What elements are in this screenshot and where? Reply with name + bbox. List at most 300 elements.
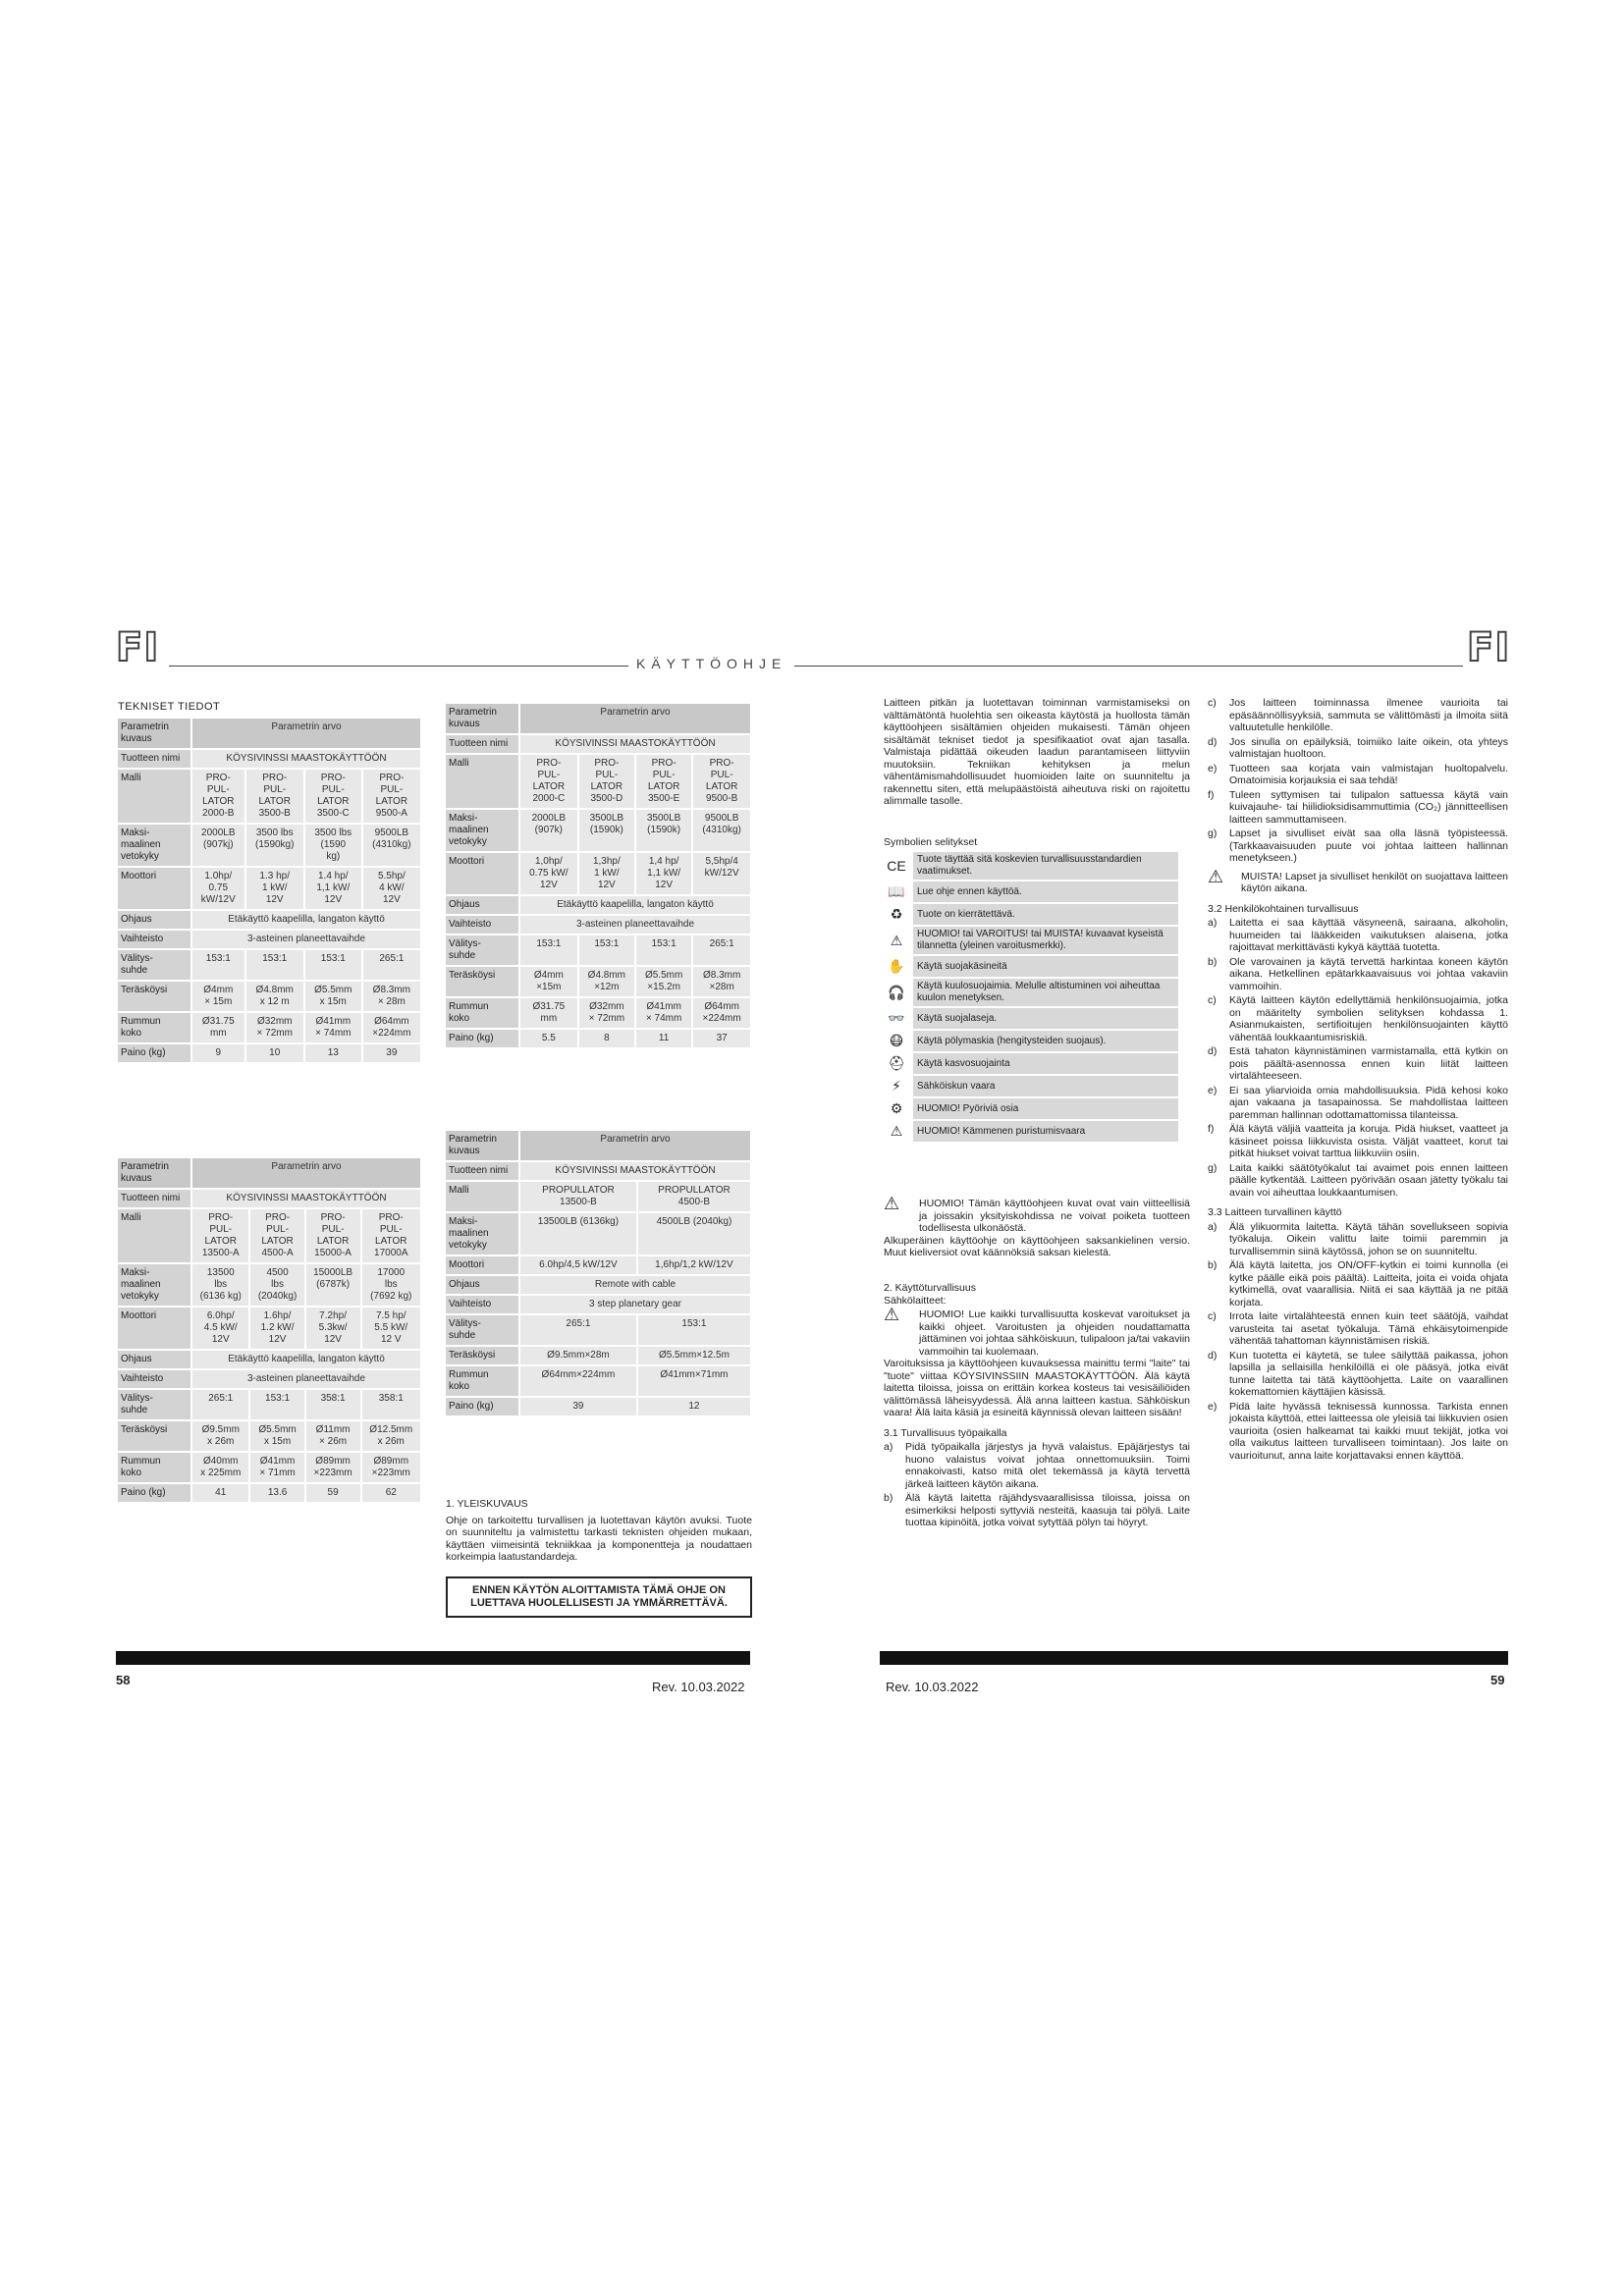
warning-icon: ⚠ bbox=[1208, 866, 1224, 886]
table-row bbox=[446, 1276, 750, 1294]
cell-value: 153:1 bbox=[305, 950, 361, 980]
symbol-description: HUOMIO! tai VAROITUS! tai MUISTA! kuvaavat kyseistä tilannetta (yleinen varoitusmerkki). bbox=[913, 927, 1178, 954]
symbol-row bbox=[880, 1053, 1178, 1074]
safety-text: Varoituksissa ja käyttöohjeen kuvauksessa mainittu termi "laite" tai "tuote" viittaa KÖYSIVINSSIIN MAASTOKÄYTTÖÖN. Älä käytä laitetta tiloissa, joissa on erittäin korkea kosteus tai vesisäiliöiden välittömässä läheisyydessä. Älä anna laitteen kastua. Sähköiskun vaara! Älä laita käsiä ja esineitä käynnissä olevan laitteen sisään! bbox=[884, 1358, 1190, 1418]
cell-value: 153:1 bbox=[192, 950, 244, 980]
row-label: Tuotteen nimi bbox=[118, 750, 190, 768]
cell-value: 265:1 bbox=[363, 950, 420, 980]
huomio-note: HUOMIO! Tämän käyttöohjeen kuvat ovat vain viitteellisiä ja joissakin yksityiskohdissa ne voivat poiketa tuotteen todellisesta ulkonäöstä. bbox=[919, 1198, 1190, 1234]
cell-value: 7.5 hp/ 5.5 kW/ 12 V bbox=[362, 1308, 420, 1349]
cell-value: 9500LB (4310kg) bbox=[363, 825, 420, 866]
list-item-text: Pidä laite hyvässä teknisessä kunnossa. Tarkista ennen jokaista käyttöä, ettei laitteessa ole yleisiä tai liikkuvien osien vaurioita (osien halkeamat tai kaikki muut tekijät, jotka voi olla vaikutus laitteen turvalliseen toimintaan). Jos laite on vaurioitunut, anna laite korjattavaksi ennen käyttöä. bbox=[1229, 1400, 1508, 1462]
cell-value: PRO- PUL- LATOR 2000-C bbox=[520, 755, 577, 808]
cell-value: 1.6hp/ 1.2 kW/ 12V bbox=[250, 1308, 303, 1349]
list-item-marker: e) bbox=[1208, 1400, 1218, 1413]
table-row bbox=[118, 825, 420, 866]
cell-value: Ø4.8mm x 12 m bbox=[246, 982, 303, 1011]
symbol-row bbox=[880, 1076, 1178, 1096]
row-label: Teräsköysi bbox=[118, 1421, 190, 1451]
table-row bbox=[446, 967, 750, 996]
cell-value: Ø41mm × 74mm bbox=[636, 998, 691, 1028]
cell-value: Ø8.3mm ×28m bbox=[693, 967, 750, 996]
symbol-description: Käytä kuulosuojaimia. Melulle altistuminen voi aiheuttaa kuulon menetyksen. bbox=[913, 979, 1178, 1006]
row-label: Paino (kg) bbox=[446, 1030, 518, 1047]
table-row bbox=[446, 1162, 750, 1180]
cell-value: Ø64mm×224mm bbox=[520, 1366, 636, 1396]
row-label: Malli bbox=[446, 755, 518, 808]
table-row bbox=[118, 719, 420, 748]
cell-value: Parametrin arvo bbox=[520, 704, 750, 733]
read-manual-warning-box: ENNEN KÄYTÖN ALOITTAMISTA TÄMÄ OHJE ON LUETTAVA HUOLELLISESTI JA YMMÄRRETTÄVÄ. bbox=[446, 1576, 752, 1618]
muista-note: MUISTA! Lapset ja sivulliset henkilöt on suojattava laitteen käytön aikana. bbox=[1241, 870, 1508, 894]
ear-protection-icon: 🎧 bbox=[888, 984, 905, 1000]
table-row bbox=[118, 1308, 420, 1349]
symbols-title: Symbolien selitykset bbox=[884, 836, 978, 848]
cell-value: 4500LB (2040kg) bbox=[638, 1213, 750, 1255]
list-item bbox=[884, 1492, 1190, 1529]
cell-value: PRO- PUL- LATOR 2000-B bbox=[192, 770, 244, 823]
cell-value: 1,6hp/1,2 kW/12V bbox=[638, 1256, 750, 1274]
ce-mark-icon: CE bbox=[887, 858, 906, 874]
warning-icon: ⚠ bbox=[884, 1305, 900, 1324]
symbol-row bbox=[880, 979, 1178, 1006]
row-label: Vaihteisto bbox=[118, 1370, 190, 1388]
cell-value: 2000LB (907kj) bbox=[192, 825, 244, 866]
cell-value: 9500LB (4310kg) bbox=[693, 810, 750, 851]
list-item-text: Ei saa yliarvioida omia mahdollisuuksia. Pidä kehosi koko ajan vakaana ja tasapainossa. Se mahdollistaa laitteen paremman hallinnan odottamattomissa tilanteissa. bbox=[1229, 1084, 1508, 1121]
cell-value: 13500LB (6136kg) bbox=[520, 1213, 636, 1255]
row-label: Välitys- suhde bbox=[446, 935, 518, 965]
list-item-text: Pidä työpaikalla järjestys ja hyvä valaistus. Epäjärjestys tai huono valaistus voivat johtaa onnettomuuksiin. Toimi ennakoivasti, katso mitä olet tekemässä ja käytä tervettä järkeä laitteen käytön aikana. bbox=[905, 1441, 1190, 1490]
row-label: Tuotteen nimi bbox=[446, 1162, 518, 1180]
row-label: Moottori bbox=[446, 1256, 518, 1274]
cell-value: 153:1 bbox=[250, 1390, 303, 1419]
list-item-text: Kun tuotetta ei käytetä, se tulee säilyttää paikassa, johon lapsilla ja sellaisilla henkilöillä ei ole pääsyä, jotka eivät tunne laitetta tai tätä käyttöohjetta. Laite on vaarallinen kokemattomien käyttäjien käsissä. bbox=[1229, 1349, 1508, 1398]
row-label: Paino (kg) bbox=[118, 1044, 190, 1062]
list-item bbox=[1208, 1401, 1508, 1463]
list-item-text: Ole varovainen ja käytä tervettä harkintaa koneen käytön aikana. Hetkellinen epätarkkaavaisuus voi johtaa vakaviin vammoihin. bbox=[1229, 955, 1508, 992]
cell-value: 17000 lbs (7692 kg) bbox=[362, 1264, 420, 1306]
row-label: Ohjaus bbox=[118, 911, 190, 929]
cell-value: 6.0hp/ 4.5 kW/ 12V bbox=[192, 1308, 248, 1349]
row-label: Malli bbox=[118, 770, 190, 823]
cell-value: Ø41mm × 74mm bbox=[305, 1013, 361, 1042]
list-item-text: Tuleen syttymisen tai tulipalon sattuessa käytä vain kuivajauhe- tai hiilidioksidisammuttimia (CO₂) jännitteellisen laitteen sammuttamiseen. bbox=[1229, 788, 1508, 826]
cell-value: 12 bbox=[638, 1398, 750, 1415]
row-label: Ohjaus bbox=[446, 896, 518, 914]
cell-value: Ø89mm ×223mm bbox=[306, 1453, 360, 1482]
row-label: Välitys- suhde bbox=[118, 950, 190, 980]
list-item-marker: b) bbox=[1208, 1259, 1218, 1271]
symbol-row bbox=[880, 1031, 1178, 1051]
table-row bbox=[446, 1030, 750, 1047]
row-label: Rummun koko bbox=[446, 998, 518, 1028]
cell-value: 358:1 bbox=[362, 1390, 420, 1419]
list-item bbox=[1208, 736, 1508, 761]
spec-table-4 bbox=[444, 1129, 752, 1417]
cell-value: 1.0hp/ 0.75 kW/12V bbox=[192, 868, 244, 909]
list-item-text: Älä käytä laitetta räjähdysvaarallisissa tiloissa, joissa on esimerkiksi helposti syttyviä nesteitä, kaasuja tai pölyä. Laite tuottaa kipinöitä, jotka voivat sytyttää pölyn tai höyryt. bbox=[905, 1492, 1190, 1528]
cell-value: 1.4 hp/ 1,1 kW/ 12V bbox=[305, 868, 361, 909]
table-row bbox=[118, 868, 420, 909]
table-row bbox=[446, 1213, 750, 1255]
table-row bbox=[118, 1421, 420, 1451]
list-item-text: Älä ylikuormita laitetta. Käytä tähän sovellukseen sopivia työkaluja. Oikein valittu laite toimii paremmin ja turvallisemmin siinä käytössä, johon se on suunniteltu. bbox=[1229, 1220, 1508, 1257]
device-use-title: 3.3 Laitteen turvallinen käyttö bbox=[1208, 1206, 1342, 1218]
list-item-text: Jos sinulla on epäilyksiä, toimiiko laite oikein, ota yhteys valmistajan huoltoon. bbox=[1229, 735, 1508, 760]
cell-value: 3-asteinen planeettavaihde bbox=[192, 1370, 420, 1388]
list-item-marker: d) bbox=[1208, 1349, 1218, 1362]
cell-value: Ø4mm × 15m bbox=[192, 982, 244, 1011]
list-item bbox=[1208, 1350, 1508, 1399]
table-row bbox=[118, 770, 420, 823]
cell-value: Ø11mm × 26m bbox=[306, 1421, 360, 1451]
row-label: Vaihteisto bbox=[118, 931, 190, 948]
cell-value: 3500LB (1590k) bbox=[579, 810, 634, 851]
row-label: Rummun koko bbox=[118, 1453, 190, 1482]
table-row bbox=[446, 916, 750, 934]
table-row bbox=[446, 1315, 750, 1345]
list-item-text: Käytä laitteen käytön edellyttämiä henkilönsuojaimia, jotka on määritelty symbolien selityksen kohdassa 1. Asianmukaisten, sertifioitujen henkilönsuojainten käyttö vähentää loukkaantumisriskiä. bbox=[1229, 994, 1508, 1043]
symbol-row bbox=[880, 1121, 1178, 1142]
cell-value: 5.5 bbox=[520, 1030, 577, 1047]
symbol-description: Käytä pölymaskia (hengitysteiden suojaus). bbox=[913, 1031, 1178, 1051]
symbols-table bbox=[880, 850, 1178, 1144]
table-row bbox=[446, 1398, 750, 1415]
cell-value: Ø32mm × 72mm bbox=[579, 998, 634, 1028]
row-label: Moottori bbox=[118, 868, 190, 909]
workplace-title: 3.1 Turvallisuus työpaikalla bbox=[884, 1426, 1007, 1439]
cell-value: 3500LB (1590k) bbox=[636, 810, 691, 851]
table-row bbox=[118, 1190, 420, 1207]
cell-value: PRO- PUL- LATOR 4500-A bbox=[250, 1209, 303, 1262]
list-item bbox=[1208, 1221, 1508, 1258]
cell-value: Ø64mm ×224mm bbox=[363, 1013, 420, 1042]
general-description bbox=[446, 1498, 752, 1568]
symbol-row bbox=[880, 1008, 1178, 1029]
table-row bbox=[446, 998, 750, 1028]
cell-value: 4500 lbs (2040kg) bbox=[250, 1264, 303, 1306]
cell-value: 62 bbox=[362, 1484, 420, 1502]
manual-title: KÄYTTÖOHJE bbox=[628, 656, 794, 671]
cell-value: PRO- PUL- LATOR 3500-C bbox=[305, 770, 361, 823]
device-use-list bbox=[1208, 1221, 1508, 1463]
cell-value: Ø40mm x 225mm bbox=[192, 1453, 248, 1482]
cell-value: 3-asteinen planeettavaihde bbox=[520, 916, 750, 934]
language-badge-left: FI bbox=[116, 625, 160, 670]
row-label: Moottori bbox=[446, 853, 518, 894]
intro-text: Laitteen pitkän ja luotettavan toiminnan varmistamiseksi on välttämätöntä huolehtia sen oikeasta käytöstä ja huollosta tämän käyttöohjeen sisältämien ohjeiden mukaisesti. Tämän ohjeen sisältämät tekniset tiedot ja spesifikaatiot ovat ajan tasalla. Valmistaja pidättää oikeuden laadun parantamiseen liittyviin muutoksiin. Tekniikan kehityksen ja melun vähentämismahdollisuudet huomioiden laite on suunniteltu ja rakennettu siten, että melupäästöistä aiheutuva riski on rajoitettu alimmalle tasolle. bbox=[884, 697, 1190, 807]
cell-value: Ø5.5mm x 15m bbox=[250, 1421, 303, 1451]
row-label: Teräsköysi bbox=[446, 1347, 518, 1364]
symbol-row bbox=[880, 1098, 1178, 1119]
cell-value: Ø41mm × 71mm bbox=[250, 1453, 303, 1482]
cell-value: PRO- PUL- LATOR 17000A bbox=[362, 1209, 420, 1262]
cell-value: Etäkäyttö kaapelilla, langaton käyttö bbox=[192, 1351, 420, 1368]
cell-value: 1.3 hp/ 1 kW/ 12V bbox=[246, 868, 303, 909]
cell-value: Etäkäyttö kaapelilla, langaton käyttö bbox=[520, 896, 750, 914]
cell-value: PROPULLATOR 13500-B bbox=[520, 1182, 636, 1211]
row-label: Malli bbox=[446, 1182, 518, 1211]
gloves-icon: ✋ bbox=[888, 958, 905, 974]
list-item-text: Laitetta ei saa käyttää väsyneenä, sairaana, alkoholin, huumeiden tai lääkkeiden vaikutuksen alaisena, jotka rajoittavat merkittävästi kykyä käyttää tuotetta. bbox=[1229, 917, 1508, 953]
list-item-text: Tuotteen saa korjata vain valmistajan huoltopalvelu. Omatoimisia korjauksia ei saa tehdä! bbox=[1229, 762, 1508, 786]
cell-value: KÖYSIVINSSI MAASTOKÄYTTÖÖN bbox=[192, 1190, 420, 1207]
safety-subtitle: Sähkölaitteet: bbox=[884, 1294, 947, 1307]
cell-value: Ø4.8mm ×12m bbox=[579, 967, 634, 996]
list-item bbox=[1208, 1310, 1508, 1348]
cell-value: 1,0hp/ 0.75 kW/ 12V bbox=[520, 853, 577, 894]
row-label: Parametrin kuvaus bbox=[446, 1131, 518, 1160]
cell-value: 1,3hp/ 1 kW/ 12V bbox=[579, 853, 634, 894]
symbol-description: Käytä suojalaseja. bbox=[913, 1008, 1178, 1029]
cell-value: 358:1 bbox=[306, 1390, 360, 1419]
page-number-left: 58 bbox=[116, 1673, 131, 1687]
cell-value: 39 bbox=[363, 1044, 420, 1062]
cell-value: Ø5.5mm ×15.2m bbox=[636, 967, 691, 996]
list-item-marker: a) bbox=[1208, 917, 1218, 929]
row-label: Maksi- maalinen vetokyky bbox=[446, 810, 518, 851]
symbol-row bbox=[880, 881, 1178, 902]
list-item-marker: a) bbox=[1208, 1220, 1218, 1233]
safety-section bbox=[884, 1282, 1190, 1531]
cell-value: 265:1 bbox=[192, 1390, 248, 1419]
row-label: Moottori bbox=[118, 1308, 190, 1349]
list-item-text: Älä käytä laitetta, jos ON/OFF-kytkin ei toimi kunnolla (ei kytke päälle eikä pois päältä). Laitteita, joita ei voida ohjata kytkimellä, ovat vaarallisia. Niitä ei saa käyttää ja ne pitää korjata. bbox=[1229, 1259, 1508, 1308]
cell-value: 265:1 bbox=[520, 1315, 636, 1345]
list-item bbox=[1208, 1259, 1508, 1308]
list-item-text: Irrota laite virtalähteestä ennen kuin teet säätöjä, vaihdat varusteita tai asetat työkalujа. Tämä ehkäisytoimenpide vähentää tahattoman käynnistämisen riskiä. bbox=[1229, 1310, 1508, 1347]
list-item bbox=[1208, 1123, 1508, 1160]
notes-block bbox=[884, 1194, 1190, 1263]
list-item bbox=[1208, 789, 1508, 827]
cell-value: Parametrin arvo bbox=[192, 719, 420, 748]
table-row bbox=[446, 853, 750, 894]
crush-hazard-icon: ⚠ bbox=[890, 1123, 903, 1139]
list-item bbox=[1208, 956, 1508, 993]
device-faults-list bbox=[1208, 697, 1508, 865]
list-item-marker: d) bbox=[1208, 1045, 1218, 1057]
list-item bbox=[1208, 1085, 1508, 1122]
cell-value: Parametrin arvo bbox=[192, 1158, 420, 1188]
symbol-description: Lue ohje ennen käyttöä. bbox=[913, 881, 1178, 902]
spec-table-2 bbox=[116, 1156, 422, 1504]
list-item bbox=[884, 1441, 1190, 1490]
cell-value: Ø4mm ×15m bbox=[520, 967, 577, 996]
cell-value: 2000LB (907k) bbox=[520, 810, 577, 851]
table-row bbox=[118, 1370, 420, 1388]
row-label: Tuotteen nimi bbox=[446, 735, 518, 753]
recycle-icon: ♻ bbox=[890, 906, 903, 922]
cell-value: 5.5hp/ 4 kW/ 12V bbox=[363, 868, 420, 909]
cell-value: 3-asteinen planeettavaihde bbox=[192, 931, 420, 948]
row-label: Rummun koko bbox=[446, 1366, 518, 1396]
row-label: Teräsköysi bbox=[118, 982, 190, 1011]
table-row bbox=[446, 896, 750, 914]
table-row bbox=[118, 1044, 420, 1062]
general-title: 1. YLEISKUVAUS bbox=[446, 1498, 528, 1510]
table-row bbox=[118, 931, 420, 948]
list-item bbox=[1208, 1045, 1508, 1083]
language-badge-right: FI bbox=[1467, 625, 1511, 670]
symbol-description: Sähköiskun vaara bbox=[913, 1076, 1178, 1096]
right-column bbox=[1208, 697, 1508, 1464]
original-language-note: Alkuperäinen käyttöohje on käyttöohjeen saksankielinen versio. Muut kieliversiot ovat käännöksiä saksan kielestä. bbox=[884, 1234, 1190, 1258]
cell-value: 3500 lbs (1590 kg) bbox=[305, 825, 361, 866]
section-title-technical-data: TEKNISET TIEDOT bbox=[118, 701, 221, 713]
table-row bbox=[446, 1256, 750, 1274]
row-label: Teräsköysi bbox=[446, 967, 518, 996]
cell-value: PRO- PUL- LATOR 9500-B bbox=[693, 755, 750, 808]
table-row bbox=[118, 950, 420, 980]
cell-value: Ø9.5mm x 26m bbox=[192, 1421, 248, 1451]
table-row bbox=[446, 735, 750, 753]
read-manual-icon: 📖 bbox=[888, 883, 905, 899]
list-item-marker: d) bbox=[1208, 735, 1218, 748]
workplace-list bbox=[884, 1441, 1190, 1529]
general-text: Ohje on tarkoitettu turvallisen ja luotettavan käytön avuksi. Tuote on suunniteltu ja valmistettu tarkasti teknisten ohjeiden mukaan, käyttäen viimeisintä tekniikkaa ja komponentteja ja noudattaen korkeimpia laatustandardeja. bbox=[446, 1514, 752, 1563]
cell-value: Etäkäyttö kaapelilla, langaton käyttö bbox=[192, 911, 420, 929]
list-item-marker: b) bbox=[884, 1492, 893, 1504]
list-item bbox=[1208, 763, 1508, 787]
table-row bbox=[118, 1209, 420, 1262]
cell-value: Remote with cable bbox=[520, 1276, 750, 1294]
spec-table-3 bbox=[444, 702, 752, 1049]
list-item-marker: a) bbox=[884, 1441, 893, 1453]
table-row bbox=[446, 1366, 750, 1396]
cell-value: Ø5.5mm×12.5m bbox=[638, 1347, 750, 1364]
cell-value: Ø31.75 mm bbox=[192, 1013, 244, 1042]
goggles-icon: 👓 bbox=[888, 1010, 905, 1026]
symbol-description: Käytä kasvosuojainta bbox=[913, 1053, 1178, 1074]
table-row bbox=[446, 1182, 750, 1211]
symbol-row bbox=[880, 852, 1178, 880]
symbol-row bbox=[880, 956, 1178, 977]
table-row bbox=[118, 1390, 420, 1419]
row-label: Parametrin kuvaus bbox=[446, 704, 518, 733]
table-row bbox=[118, 1484, 420, 1502]
table-row bbox=[446, 810, 750, 851]
row-label: Rummun koko bbox=[118, 1013, 190, 1042]
cell-value: 59 bbox=[306, 1484, 360, 1502]
cell-value: 265:1 bbox=[693, 935, 750, 965]
cell-value: PRO- PUL- LATOR 3500-E bbox=[636, 755, 691, 808]
cell-value: PROPULLATOR 4500-B bbox=[638, 1182, 750, 1211]
cell-value: 3 step planetary gear bbox=[520, 1296, 750, 1313]
cell-value: Ø32mm × 72mm bbox=[246, 1013, 303, 1042]
row-label: Tuotteen nimi bbox=[118, 1190, 190, 1207]
row-label: Maksi- maalinen vetokyky bbox=[118, 1264, 190, 1306]
page-number-right: 59 bbox=[1490, 1673, 1505, 1687]
cell-value: PRO- PUL- LATOR 15000-A bbox=[306, 1209, 360, 1262]
list-item-marker: g) bbox=[1208, 828, 1218, 839]
cell-value: Ø8.3mm × 28m bbox=[363, 982, 420, 1011]
table-row bbox=[118, 1351, 420, 1368]
symbol-description: Tuote täyttää sitä koskevien turvallisuusstandardien vaatimukset. bbox=[913, 852, 1178, 880]
row-label: Vaihteisto bbox=[446, 916, 518, 934]
cell-value: Ø64mm ×224mm bbox=[693, 998, 750, 1028]
table-row bbox=[446, 704, 750, 733]
list-item bbox=[1208, 917, 1508, 954]
list-item-marker: g) bbox=[1208, 1161, 1218, 1174]
cell-value: Ø41mm×71mm bbox=[638, 1366, 750, 1396]
list-item-marker: f) bbox=[1208, 1123, 1215, 1135]
cell-value: 7.2hp/ 5.3kw/ 12V bbox=[306, 1308, 360, 1349]
cell-value: PRO- PUL- LATOR 9500-A bbox=[363, 770, 420, 823]
table-row bbox=[446, 755, 750, 808]
safety-title: 2. Käyttöturvallisuus bbox=[884, 1282, 976, 1294]
table-row bbox=[118, 1158, 420, 1188]
cell-value: Parametrin arvo bbox=[520, 1131, 750, 1160]
cell-value: KÖYSIVINSSI MAASTOKÄYTTÖÖN bbox=[520, 735, 750, 753]
table-row bbox=[446, 1131, 750, 1160]
row-label: Parametrin kuvaus bbox=[118, 719, 190, 748]
cell-value: 153:1 bbox=[246, 950, 303, 980]
list-item-marker: c) bbox=[1208, 1310, 1217, 1322]
cell-value: Ø5.5mm x 15m bbox=[305, 982, 361, 1011]
row-label: Paino (kg) bbox=[446, 1398, 518, 1415]
list-item bbox=[1208, 1162, 1508, 1200]
symbol-description: HUOMIO! Pyöriviä osia bbox=[913, 1098, 1178, 1119]
face-shield-icon: ⛑ bbox=[888, 1055, 905, 1071]
cell-value: 153:1 bbox=[636, 935, 691, 965]
list-item-text: Älä käytä väljiä vaatteita ja koruja. Pidä hiukset, vaatteet ja käsineet poissa liikkuvista osista. Väljät vaatteet, korut tai pitkät hiukset voivat tarttua liikkuviin osiin. bbox=[1229, 1123, 1508, 1159]
cell-value: 153:1 bbox=[579, 935, 634, 965]
row-label: Parametrin kuvaus bbox=[118, 1158, 190, 1188]
list-item-marker: e) bbox=[1208, 762, 1218, 774]
rotating-parts-icon: ⚙ bbox=[890, 1100, 903, 1116]
cell-value: 5,5hp/4 kW/12V bbox=[693, 853, 750, 894]
row-label: Välitys- suhde bbox=[118, 1390, 190, 1419]
row-label: Malli bbox=[118, 1209, 190, 1262]
list-item-marker: c) bbox=[1208, 697, 1217, 709]
warning-icon: ⚠ bbox=[890, 932, 903, 948]
cell-value: KÖYSIVINSSI MAASTOKÄYTTÖÖN bbox=[520, 1162, 750, 1180]
list-item bbox=[1208, 828, 1508, 865]
symbol-description: HUOMIO! Kämmenen puristumisvaara bbox=[913, 1121, 1178, 1142]
list-item bbox=[1208, 697, 1508, 734]
cell-value: 153:1 bbox=[520, 935, 577, 965]
row-label: Maksi- maalinen vetokyky bbox=[118, 825, 190, 866]
row-label: Välitys- suhde bbox=[446, 1315, 518, 1345]
cell-value: 8 bbox=[579, 1030, 634, 1047]
cell-value: Ø89mm ×223mm bbox=[362, 1453, 420, 1482]
symbol-row bbox=[880, 904, 1178, 925]
table-row bbox=[118, 982, 420, 1011]
list-item-text: Lapset ja sivulliset eivät saa olla läsnä työpisteessä. (Tarkkaavaisuuden puute voi johtaa laitteen hallinnan menetykseen.) bbox=[1229, 828, 1508, 864]
table-row bbox=[118, 1264, 420, 1306]
cell-value: 41 bbox=[192, 1484, 248, 1502]
cell-value: 6.0hp/4,5 kW/12V bbox=[520, 1256, 636, 1274]
table-row bbox=[118, 1453, 420, 1482]
row-label: Ohjaus bbox=[446, 1276, 518, 1294]
cell-value: 3500 lbs (1590kg) bbox=[246, 825, 303, 866]
cell-value: PRO- PUL- LATOR 3500-D bbox=[579, 755, 634, 808]
spec-table-1 bbox=[116, 717, 422, 1064]
dust-mask-icon: 😷 bbox=[889, 1033, 904, 1048]
list-item-marker: e) bbox=[1208, 1084, 1218, 1096]
header-rule bbox=[169, 666, 1463, 667]
cell-value: 37 bbox=[693, 1030, 750, 1047]
cell-value: Ø12.5mm x 26m bbox=[362, 1421, 420, 1451]
row-label: Vaihteisto bbox=[446, 1296, 518, 1313]
cell-value: 11 bbox=[636, 1030, 691, 1047]
cell-value: 13 bbox=[305, 1044, 361, 1062]
cell-value: 9 bbox=[192, 1044, 244, 1062]
cell-value: Ø31.75 mm bbox=[520, 998, 577, 1028]
symbol-description: Käytä suojakäsineitä bbox=[913, 956, 1178, 977]
table-row bbox=[118, 911, 420, 929]
